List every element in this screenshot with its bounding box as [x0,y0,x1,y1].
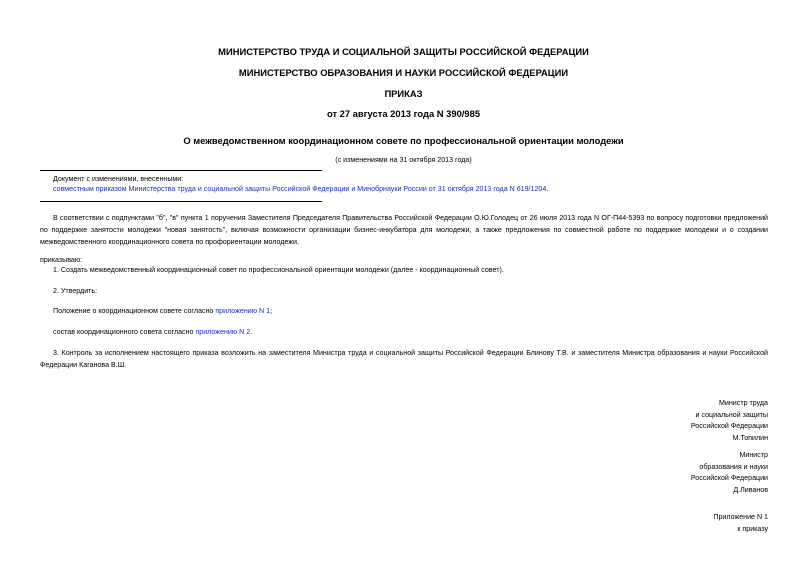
appendix-header [713,512,768,535]
amending-order-link[interactable]: совместным приказом Министерства труда и социальной защиты Российской Федерации и Минобрнауки России от 31 октября 2013 года N 619/1204 [53,185,547,193]
item-2a-suffix: ; [270,307,273,315]
signature-labor-name: М.Топилин [732,433,768,442]
signature-education-line-1: Министр [739,451,768,459]
item-2: 2. Утвердить: [53,287,98,295]
item-2b-suffix: . [250,328,253,336]
changes-link-suffix: . [546,185,549,193]
item-2a [53,307,272,315]
item-3-paragraph: 3. Контроль за исполнением настоящего приказа возложить на заместителя Министра труда и социальной защиты Российской Федерации Блинову Т.В. и заместителя Министра образования и науки Российской Федерации Каганова В.Ш. [40,349,768,369]
changes-top-divider [40,170,322,171]
appendix-line-2: к приказу [737,524,768,533]
changes-link-line [53,185,548,193]
item-1: 1. Создать межведомственный координационный совет по профессиональной ориентации молодежи (далее - координационный совет). [53,266,504,274]
order-word: приказываю: [40,256,83,264]
signature-education-name: Д.Ливанов [733,485,768,494]
appendix-1-link[interactable]: приложению N 1 [215,307,271,315]
signature-labor-line-2: и социальной защиты [695,410,768,419]
ministry-labor-heading: МИНИСТЕРСТВО ТРУДА И СОЦИАЛЬНОЙ ЗАЩИТЫ РОССИЙСКОЙ ФЕДЕРАЦИИ [218,46,589,57]
document-title: О межведомственном координационном совете по профессиональной ориентации молодежи [183,135,624,146]
signature-labor-minister [691,398,768,444]
signature-education-line-2: образования и науки [699,462,768,471]
item-2a-prefix: Положение о координационном совете согласно [53,307,216,315]
amendment-note: (с изменениями на 31 октября 2013 года) [335,156,472,164]
item-2b-prefix: состав координационного совета согласно [53,328,196,336]
signature-education-line-3: Российской Федерации [690,474,768,483]
changes-label: Документ с изменениями, внесенными: [53,175,184,183]
document-type-heading: ПРИКАЗ [384,88,423,99]
signature-labor-line-1: Министр труда [719,399,768,407]
document-date-number: от 27 августа 2013 года N 390/985 [326,108,481,119]
ministry-education-heading: МИНИСТЕРСТВО ОБРАЗОВАНИЯ И НАУКИ РОССИЙСКОЙ ФЕДЕРАЦИИ [238,67,569,78]
signature-labor-line-3: Российской Федерации [690,422,768,431]
appendix-line-1: Приложение N 1 [713,513,768,521]
preamble-paragraph: В соответствии с подпунктами "б", "в" пункта 1 поручения Заместителя Председателя Правительства Российской Федерации О.Ю.Голодец от 26 июля 2013 года N ОГ-П44-5393 по вопросу подготовки предложений по поддержке занятости молодежи "новая занятость", включая возможности организации бизнес-инкубатора для молодежи, а также предложения по совместной работе по поддержке молодежи и о создании межведомственного координационного совета по профориентации молодежи, [40,214,768,246]
signature-education-minister [691,450,768,496]
item-2b [53,328,252,336]
appendix-2-link[interactable]: приложению N 2 [195,328,251,336]
changes-bottom-divider [40,201,322,202]
